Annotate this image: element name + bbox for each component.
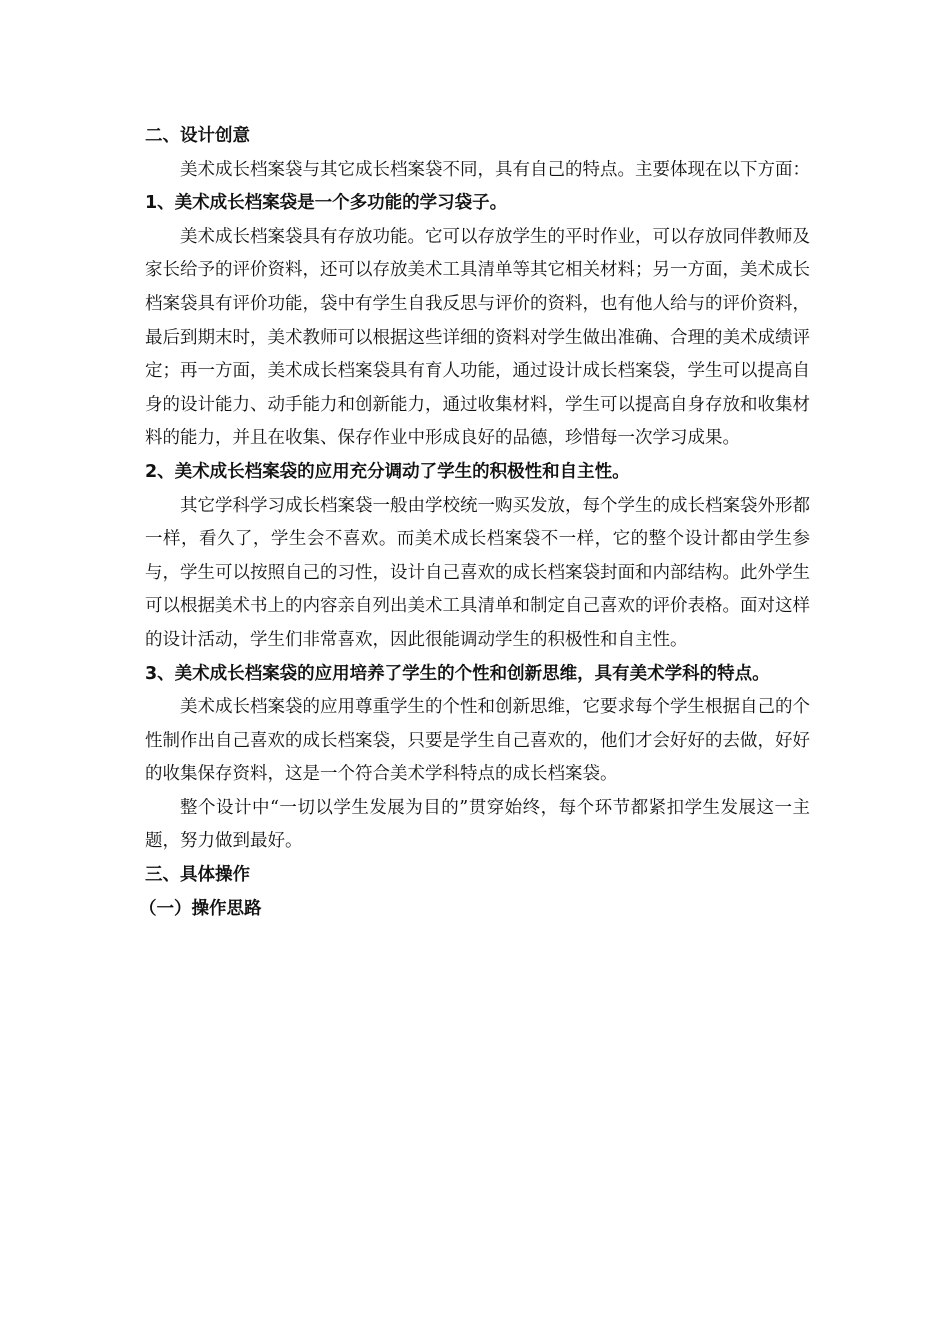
- paragraph-summary: 整个设计中“一切以学生发展为目的”贯穿始终，每个环节都紧扣学生发展这一主题，努力做到最好。: [145, 797, 810, 852]
- paragraph-intro: 美术成长档案袋与其它成长档案袋不同，具有自己的特点。主要体现在以下方面：: [180, 159, 810, 180]
- document-body: [139, 120, 810, 926]
- point-heading-2: 2、美术成长档案袋的应用充分调动了学生的积极性和自主性。: [145, 461, 630, 482]
- paragraph-point-2: 其它学科学习成长档案袋一般由学校统一购买发放，每个学生的成长档案袋外形都一样，看久了，学生会不喜欢。而美术成长档案袋不一样，它的整个设计都由学生参与，学生可以按照自己的习性，设计自己喜欢的成长档案袋封面和内部结构。此外学生可以根据美术书上的内容亲自列出美术工具清单和制定自己喜欢的评价表格。面对这样的设计活动，学生们非常喜欢，因此很能调动学生的积极性和自主性。: [145, 495, 810, 650]
- point-heading-3: 3、美术成长档案袋的应用培养了学生的个性和创新思维，具有美术学科的特点。: [145, 663, 770, 684]
- subsection-heading-approach: （一）操作思路: [139, 898, 262, 919]
- section-heading-operation: 三、具体操作: [145, 865, 250, 886]
- section-heading-design-idea: 二、设计创意: [145, 126, 250, 146]
- point-heading-1: 1、美术成长档案袋是一个多功能的学习袋子。: [145, 193, 508, 214]
- paragraph-point-1: 美术成长档案袋具有存放功能。它可以存放学生的平时作业，可以存放同伴教师及家长给予的评价资料，还可以存放美术工具清单等其它相关材料；另一方面，美术成长档案袋具有评价功能，袋中有学生自我反思与评价的资料，也有他人给与的评价资料，最后到期末时，美术教师可以根据这些详细的资料对学生做出准确、合理的美术成绩评定；再一方面，美术成长档案袋具有育人功能，通过设计成长档案袋，学生可以提高自身的设计能力、动手能力和创新能力，通过收集材料，学生可以提高自身存放和收集材料的能力，并且在收集、保存作业中形成良好的品德，珍惜每一次学习成果。: [145, 226, 810, 449]
- paragraph-point-3: 美术成长档案袋的应用尊重学生的个性和创新思维，它要求每个学生根据自己的个性制作出自己喜欢的成长档案袋，只要是学生自己喜欢的，他们才会好好的去做，好好的收集保存资料，这是一个符合美术学科特点的成长档案袋。: [145, 697, 810, 785]
